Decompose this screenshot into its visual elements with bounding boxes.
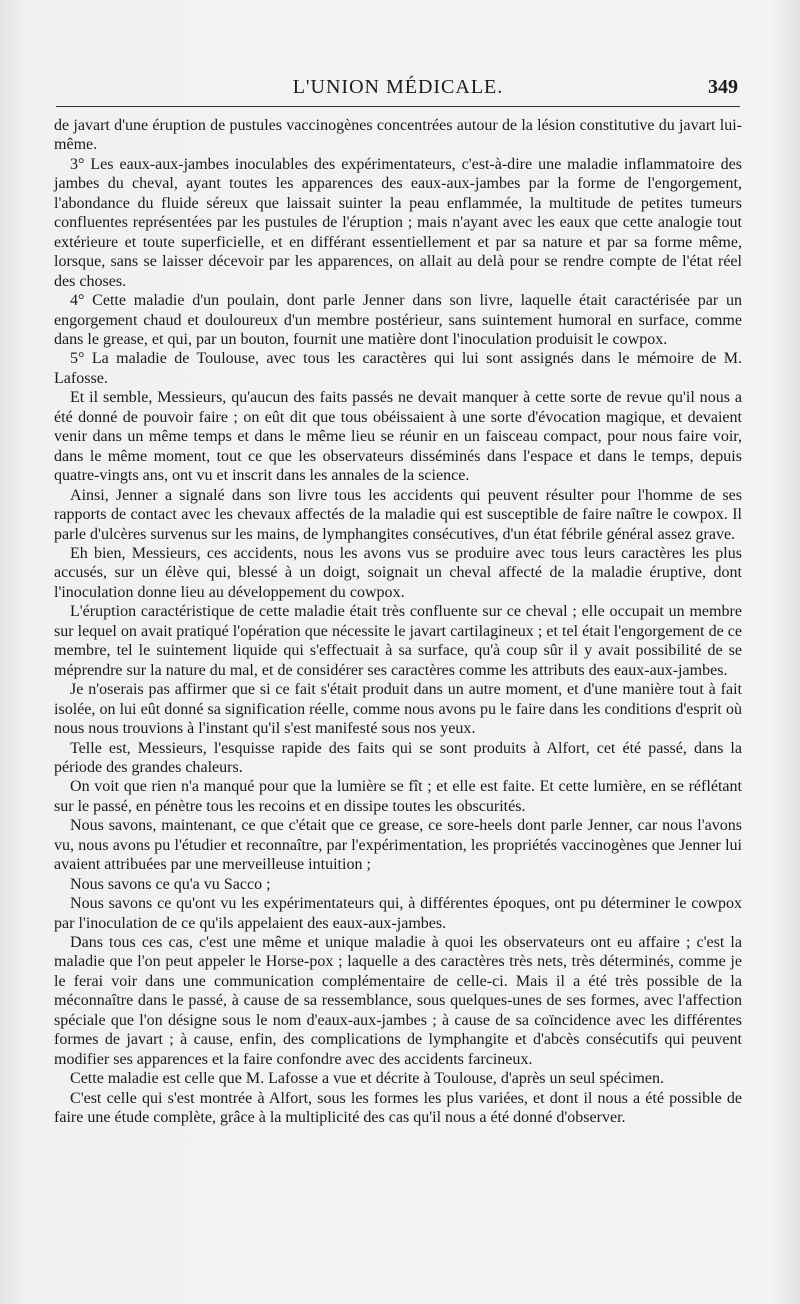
- paragraph: de javart d'une éruption de pustules vaccinogènes concentrées autour de la lésion constitutive du javart lui-même.: [54, 117, 742, 154]
- paragraph: Nous savons ce qu'ont vu les expérimentateurs qui, à différentes époques, ont pu déterminer le cowpox par l'inoculation de ce qu'ils appelaient des eaux-aux-jambes.: [54, 895, 742, 932]
- paragraph: On voit que rien n'a manqué pour que la lumière se fît ; et elle est faite. Et cette lumière, en se réflétant sur le passé, en pénètre tous les recoins et en dissipe toutes les obscurités.: [54, 778, 742, 815]
- paragraph: Je n'oserais pas affirmer que si ce fait s'était produit dans un autre moment, et d'une manière tout à fait isolée, on lui eût donné sa signification réelle, comme nous avons pu le faire dans les conditions d'esprit où nous nous trouvions à l'instant qu'il s'est manifesté sous nos yeux.: [54, 681, 742, 738]
- paragraph: Telle est, Messieurs, l'esquisse rapide des faits qui se sont produits à Alfort, cet été passé, dans la période des grandes chaleurs.: [54, 739, 742, 776]
- paragraph: 4° Cette maladie d'un poulain, dont parle Jenner dans son livre, laquelle était caractérisée par un engorgement chaud et douloureux d'un membre postérieur, sans suintement humoral en surface, comme dans le grease, et qui, par un bouton, fournit une matière dont l'inoculation produisit le cowpox.: [54, 292, 742, 348]
- paragraph: Eh bien, Messieurs, ces accidents, nous les avons vus se produire avec tous leurs caractères les plus accusés, sur un élève qui, blessé à un doigt, soignait un cheval affecté de la maladie éruptive, dont l'inoculation donne lieu au développement du cowpox.: [54, 544, 742, 601]
- paragraph: C'est celle qui s'est montrée à Alfort, sous les formes les plus variées, et dont il nous a été possible de faire une étude complète, grâce à la multiplicité des cas qu'il nous a été donné d'observer.: [54, 1089, 742, 1127]
- body-text: [54, 116, 742, 1128]
- paragraph: Nous savons, maintenant, ce que c'était que ce grease, ce sore-heels dont parle Jenner, car nous l'avons vu, nous avons pu l'étudier et reconnaître, par l'expérimentation, les propriétés vaccinogènes que Jenner lui avaient attribuées par une merveilleuse intuition ;: [54, 817, 742, 874]
- paragraph: Et il semble, Messieurs, qu'aucun des faits passés ne devait manquer à cette sorte de revue qu'il nous a été donné de pouvoir faire ; on eût dit que tous obéissaient à une sorte d'évocation magique, et devaient venir dans un même temps et dans le même lieu se réunir en un faisceau compact, pour nous faire voir, dans le même moment, tout ce que les observateurs disséminés dans l'espace et dans le temps, depuis quatre-vingts ans, ont vu et inscrit dans les annales de la science.: [54, 389, 742, 485]
- paragraph: Cette maladie est celle que M. Lafosse a vue et décrite à Toulouse, d'après un seul spécimen.: [70, 1070, 664, 1088]
- paragraph: 5° La maladie de Toulouse, avec tous les caractères qui lui sont assignés dans le mémoire de M. Lafosse.: [54, 350, 742, 387]
- header-rule: [56, 106, 740, 107]
- page-number: 349: [708, 76, 738, 98]
- paragraph: L'éruption caractéristique de cette maladie était très confluente sur ce cheval ; elle occupait un membre sur lequel on avait pratiqué l'opération que nécessite le javart cartilagineux ; et tel était l'engorgement de ce membre, tel le suintement liquide qui s'effectuait à sa surface, qu'à coup sûr il y avait possibilité de se méprendre sur la nature du mal, et de considérer ses caractères comme les attributs des eaux-aux-jambes.: [54, 603, 742, 679]
- running-head: L'UNION MÉDICALE.: [292, 76, 504, 98]
- page-header: [56, 72, 740, 102]
- paragraph: Dans tous ces cas, c'est une même et unique maladie à quoi les observateurs ont eu affaire ; c'est la maladie que l'on peut appeler le Horse-pox ; laquelle a des caractères très nets, très déterminés, comme je le ferai voir dans une communication complémentaire de celle-ci. Mais il a été très possible de la méconnaître dans le passé, à cause de sa ressemblance, sous quelques-unes de ses formes, avec l'affection spéciale que l'on désigne sous le nom d'eaux-aux-jambes ; à cause de sa coïncidence avec les différentes formes de javart ; à cause, enfin, des complications de lymphangite et d'abcès consécutifs qui peuvent modifier ses apparences et la faire confondre avec des accidents farcineux.: [54, 934, 742, 1068]
- paragraph: Ainsi, Jenner a signalé dans son livre tous les accidents qui peuvent résulter pour l'homme de ses rapports de contact avec les chevaux affectés de la maladie qui est susceptible de faire naître le cowpox. Il parle d'ulcères survenus sur les mains, de lymphangites consécutives, d'un état fébrile général assez grave.: [54, 486, 742, 543]
- paragraph: 3° Les eaux-aux-jambes inoculables des expérimentateurs, c'est-à-dire une maladie inflammatoire des jambes du cheval, ayant toutes les apparences des eaux-aux-jambes par la forme de l'engorgement, l'abondance du fluide séreux que laissait suinter la peau enflammée, la multitude de petites tumeurs confluentes représentées par les pustules de l'éruption ; mais n'ayant avec les eaux que cette analogie tout extérieure et toute superficielle, et en différant essentiellement et par sa nature et par sa forme même, lorsque, sans se laisser décevoir par les apparences, on allait au delà pour se rendre compte de l'état réel des choses.: [54, 155, 742, 290]
- paragraph: Nous savons ce qu'a vu Sacco ;: [70, 875, 271, 893]
